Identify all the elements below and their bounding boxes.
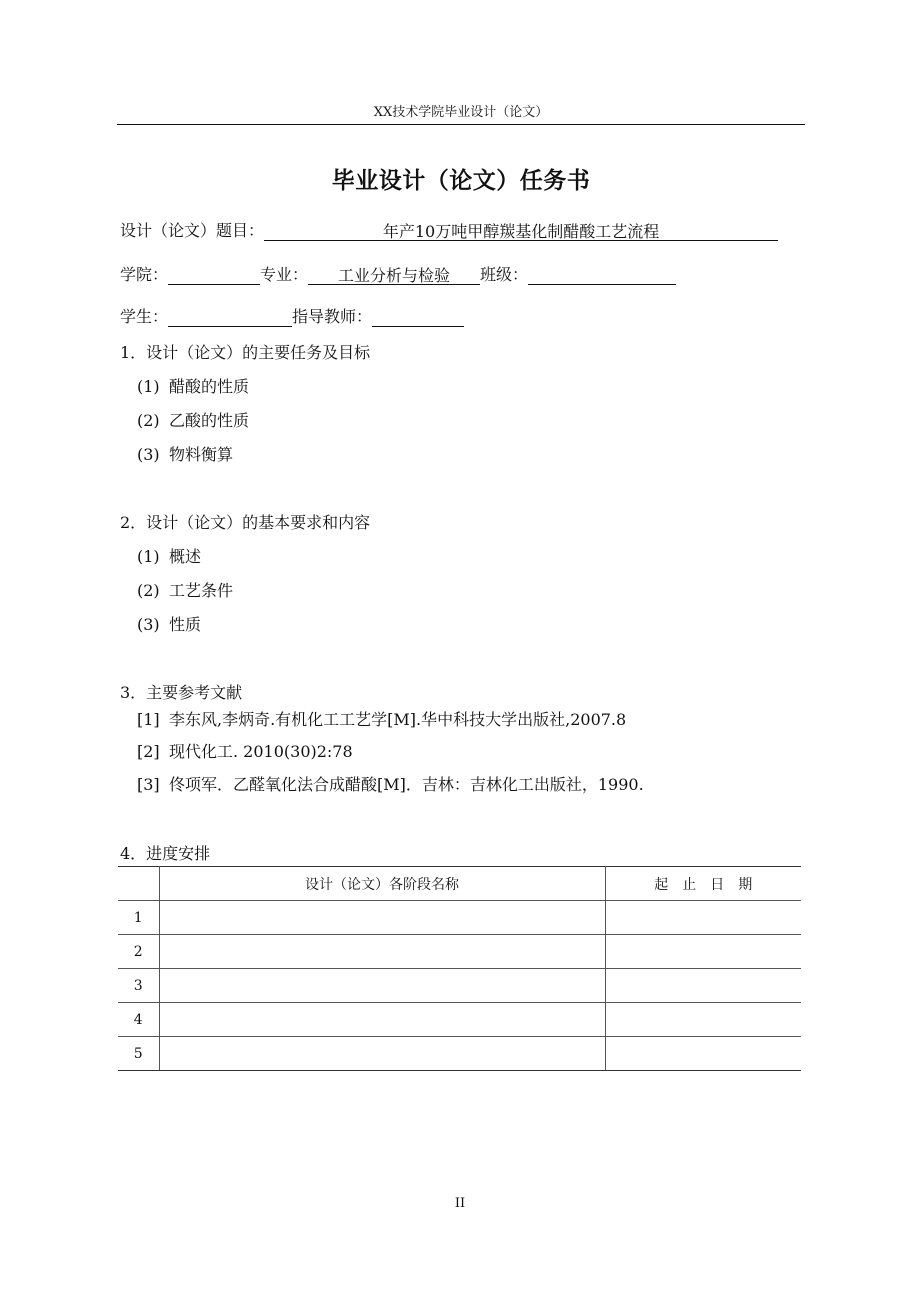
item-text: 物料衡算 [169, 445, 234, 464]
reference-text: 李东风,李炳奇.有机化工工艺学[M].华中科技大学出版社,2007.8 [169, 710, 627, 729]
list-item [137, 581, 233, 601]
header-rule [117, 124, 805, 125]
student-row [120, 307, 464, 327]
section-heading: 3．主要参考文献 [120, 683, 243, 702]
reference-text: 佟项军．乙醛氧化法合成醋酸[M]．吉林：吉林化工出版社，1990. [169, 775, 644, 794]
topic-value: 年产10万吨甲醇羰基化制醋酸工艺流程 [382, 222, 660, 241]
reference-text: 现代化工. 2010(30)2:78 [169, 742, 353, 761]
item-number: (1) [137, 547, 160, 566]
item-number: (1) [137, 377, 160, 396]
row-number: 2 [118, 935, 159, 969]
stage-name-cell[interactable] [159, 1003, 605, 1037]
stage-name-cell[interactable] [159, 969, 605, 1003]
dates-cell[interactable] [605, 1037, 801, 1071]
list-item [137, 377, 249, 397]
table-row [118, 935, 801, 969]
advisor-field[interactable] [372, 308, 464, 327]
page-number: II [454, 1196, 466, 1211]
dates-cell[interactable] [605, 935, 801, 969]
student-label: 学生： [120, 307, 169, 326]
item-text: 工艺条件 [169, 581, 234, 600]
reference-item [137, 775, 644, 795]
table-row [118, 1003, 801, 1037]
college-row [120, 265, 676, 285]
table-row [118, 901, 801, 935]
college-field[interactable] [168, 266, 260, 285]
list-item [137, 615, 201, 635]
class-field[interactable] [528, 266, 676, 285]
column-header-dates: 起 止 日 期 [605, 867, 801, 901]
item-text: 性质 [169, 615, 202, 634]
major-value: 工业分析与检验 [338, 266, 451, 285]
major-field[interactable] [308, 266, 480, 285]
major-label: 专业： [260, 265, 309, 284]
topic-label: 设计（论文）题目： [120, 221, 265, 240]
reference-number: [2] [137, 742, 160, 761]
section-heading: 4．进度安排 [120, 844, 211, 863]
column-header-index [118, 867, 159, 901]
topic-field[interactable] [264, 222, 778, 241]
document-title: 毕业设计（论文）任务书 [331, 168, 591, 194]
schedule-table [118, 866, 801, 1071]
row-number: 4 [118, 1003, 159, 1037]
class-label: 班级： [480, 265, 529, 284]
list-item [137, 547, 201, 567]
item-number: (3) [137, 615, 160, 634]
table-header-row [118, 867, 801, 901]
list-item [137, 411, 249, 431]
row-number: 1 [118, 901, 159, 935]
table-row [118, 1037, 801, 1071]
list-item [137, 445, 233, 465]
row-number: 3 [118, 969, 159, 1003]
college-label: 学院： [120, 265, 169, 284]
item-text: 醋酸的性质 [169, 377, 250, 396]
dates-cell[interactable] [605, 901, 801, 935]
item-text: 概述 [169, 547, 202, 566]
item-number: (2) [137, 411, 160, 430]
section-heading: 2．设计（论文）的基本要求和内容 [120, 513, 371, 532]
row-number: 5 [118, 1037, 159, 1071]
student-field[interactable] [168, 308, 292, 327]
reference-item [137, 742, 353, 762]
stage-name-cell[interactable] [159, 935, 605, 969]
section-heading: 1．设计（论文）的主要任务及目标 [120, 343, 371, 362]
reference-number: [1] [137, 710, 160, 729]
stage-name-cell[interactable] [159, 1037, 605, 1071]
column-header-stage-name: 设计（论文）各阶段名称 [159, 867, 605, 901]
reference-item [137, 710, 626, 730]
dates-cell[interactable] [605, 1003, 801, 1037]
stage-name-cell[interactable] [159, 901, 605, 935]
item-number: (3) [137, 445, 160, 464]
item-number: (2) [137, 581, 160, 600]
advisor-label: 指导教师： [292, 307, 373, 326]
topic-row [120, 221, 778, 241]
table-row [118, 969, 801, 1003]
item-text: 乙酸的性质 [169, 411, 250, 430]
reference-number: [3] [137, 775, 160, 794]
dates-cell[interactable] [605, 969, 801, 1003]
page-header: XX技术学院毕业设计（论文） [373, 105, 549, 120]
